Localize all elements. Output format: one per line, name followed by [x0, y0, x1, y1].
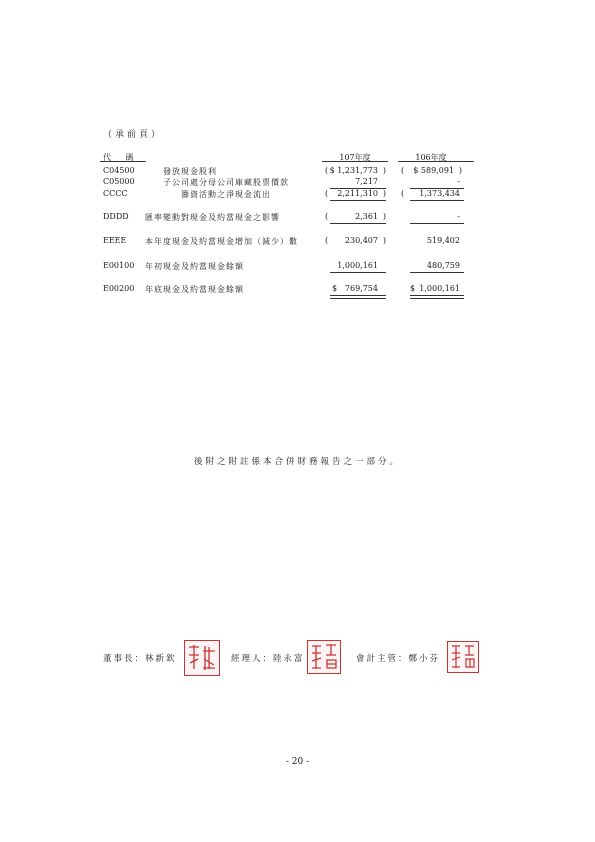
code-header-rule	[100, 161, 146, 162]
total-rule-106	[410, 200, 464, 201]
value-106: 1,000,161	[419, 284, 460, 293]
year-106-header-rule	[398, 161, 474, 162]
value-106: -	[457, 177, 460, 186]
row-description: 子公司處分母公司庫藏股票價款	[163, 178, 289, 187]
fx-rule-106	[410, 223, 464, 224]
value-107: 7,217	[355, 177, 378, 186]
seal-icon	[185, 641, 219, 675]
page-number: - 20 -	[285, 757, 310, 767]
opening-rule-107	[330, 272, 386, 273]
row-code: E00100	[103, 261, 135, 270]
table-row	[0, 284, 595, 296]
chairman-seal-stamp	[184, 640, 220, 676]
value-106: 519,402	[426, 236, 460, 245]
table-row: C04500 發放現金股利 ( $ 1,231,773 ) ( $ 589,091 )	[103, 166, 462, 176]
value-107: 2,211,310	[337, 189, 378, 198]
year-107-header: 107年度	[339, 153, 371, 162]
value-106: 1,373,434	[419, 189, 460, 198]
value-107: 769,754	[344, 284, 378, 293]
row-code: C05000	[103, 177, 135, 186]
row-code: E00200	[103, 284, 135, 293]
row-description: 發放現金股利	[163, 167, 217, 176]
seal-icon	[448, 642, 478, 672]
row-description: 年初現金及約當現金餘額	[145, 262, 244, 271]
value-107: $ 1,231,773	[329, 166, 378, 175]
table-row: CCCC 籌資活動之淨現金流出 ( 2,211,310 ) ( 1,373,434	[103, 189, 460, 199]
manager-signature-label: 經理人：陸永富	[231, 654, 305, 664]
chairman-signature-label: 董事長：林新欽	[103, 654, 177, 664]
row-description: 本年度現金及約當現金增加（減少）數	[145, 237, 298, 246]
table-row: EEEE 本年度現金及約當現金增加（減少）數 ( 230,407 ) 519,402	[103, 236, 460, 246]
value-107: 1,000,161	[337, 261, 378, 270]
code-column-header: 代 碼	[103, 153, 140, 162]
year-107-header-rule	[322, 161, 388, 162]
manager-seal-stamp	[307, 640, 341, 674]
fx-rule-107	[330, 223, 386, 224]
row-code: DDDD	[103, 212, 129, 221]
value-106: -	[457, 212, 460, 221]
row-description: 匯率變動對現金及約當現金之影響	[145, 213, 280, 222]
closing-double-rule-106	[410, 295, 464, 299]
opening-rule-106	[410, 272, 464, 273]
footnote: 後附之附註係本合併財務報告之一部分。	[193, 457, 401, 467]
value-107: 2,361	[355, 212, 378, 221]
row-code: EEEE	[103, 236, 127, 245]
continued-label: （承前頁）	[103, 130, 164, 140]
seal-icon	[308, 641, 340, 673]
row-code: CCCC	[103, 189, 128, 198]
year-106-header: 106年度	[415, 153, 447, 162]
row-description: 年底現金及約當現金餘額	[145, 285, 244, 294]
value-106: $ 589,091	[413, 166, 454, 175]
row-description: 籌資活動之淨現金流出	[181, 190, 271, 199]
currency-107: $	[332, 284, 338, 293]
table-row	[0, 177, 595, 189]
accountant-seal-stamp	[447, 641, 479, 673]
row-code: C04500	[103, 166, 135, 175]
value-107: 230,407	[344, 236, 378, 245]
total-rule-107	[330, 200, 386, 201]
closing-double-rule-107	[330, 295, 386, 299]
accountant-signature-label: 會計主管：鄭小芬	[356, 654, 441, 664]
value-106: 480,759	[426, 261, 460, 270]
table-row	[0, 261, 595, 273]
currency-106: $	[410, 284, 416, 293]
table-row: DDDD 匯率變動對現金及約當現金之影響 ( 2,361 ) -	[103, 212, 460, 222]
